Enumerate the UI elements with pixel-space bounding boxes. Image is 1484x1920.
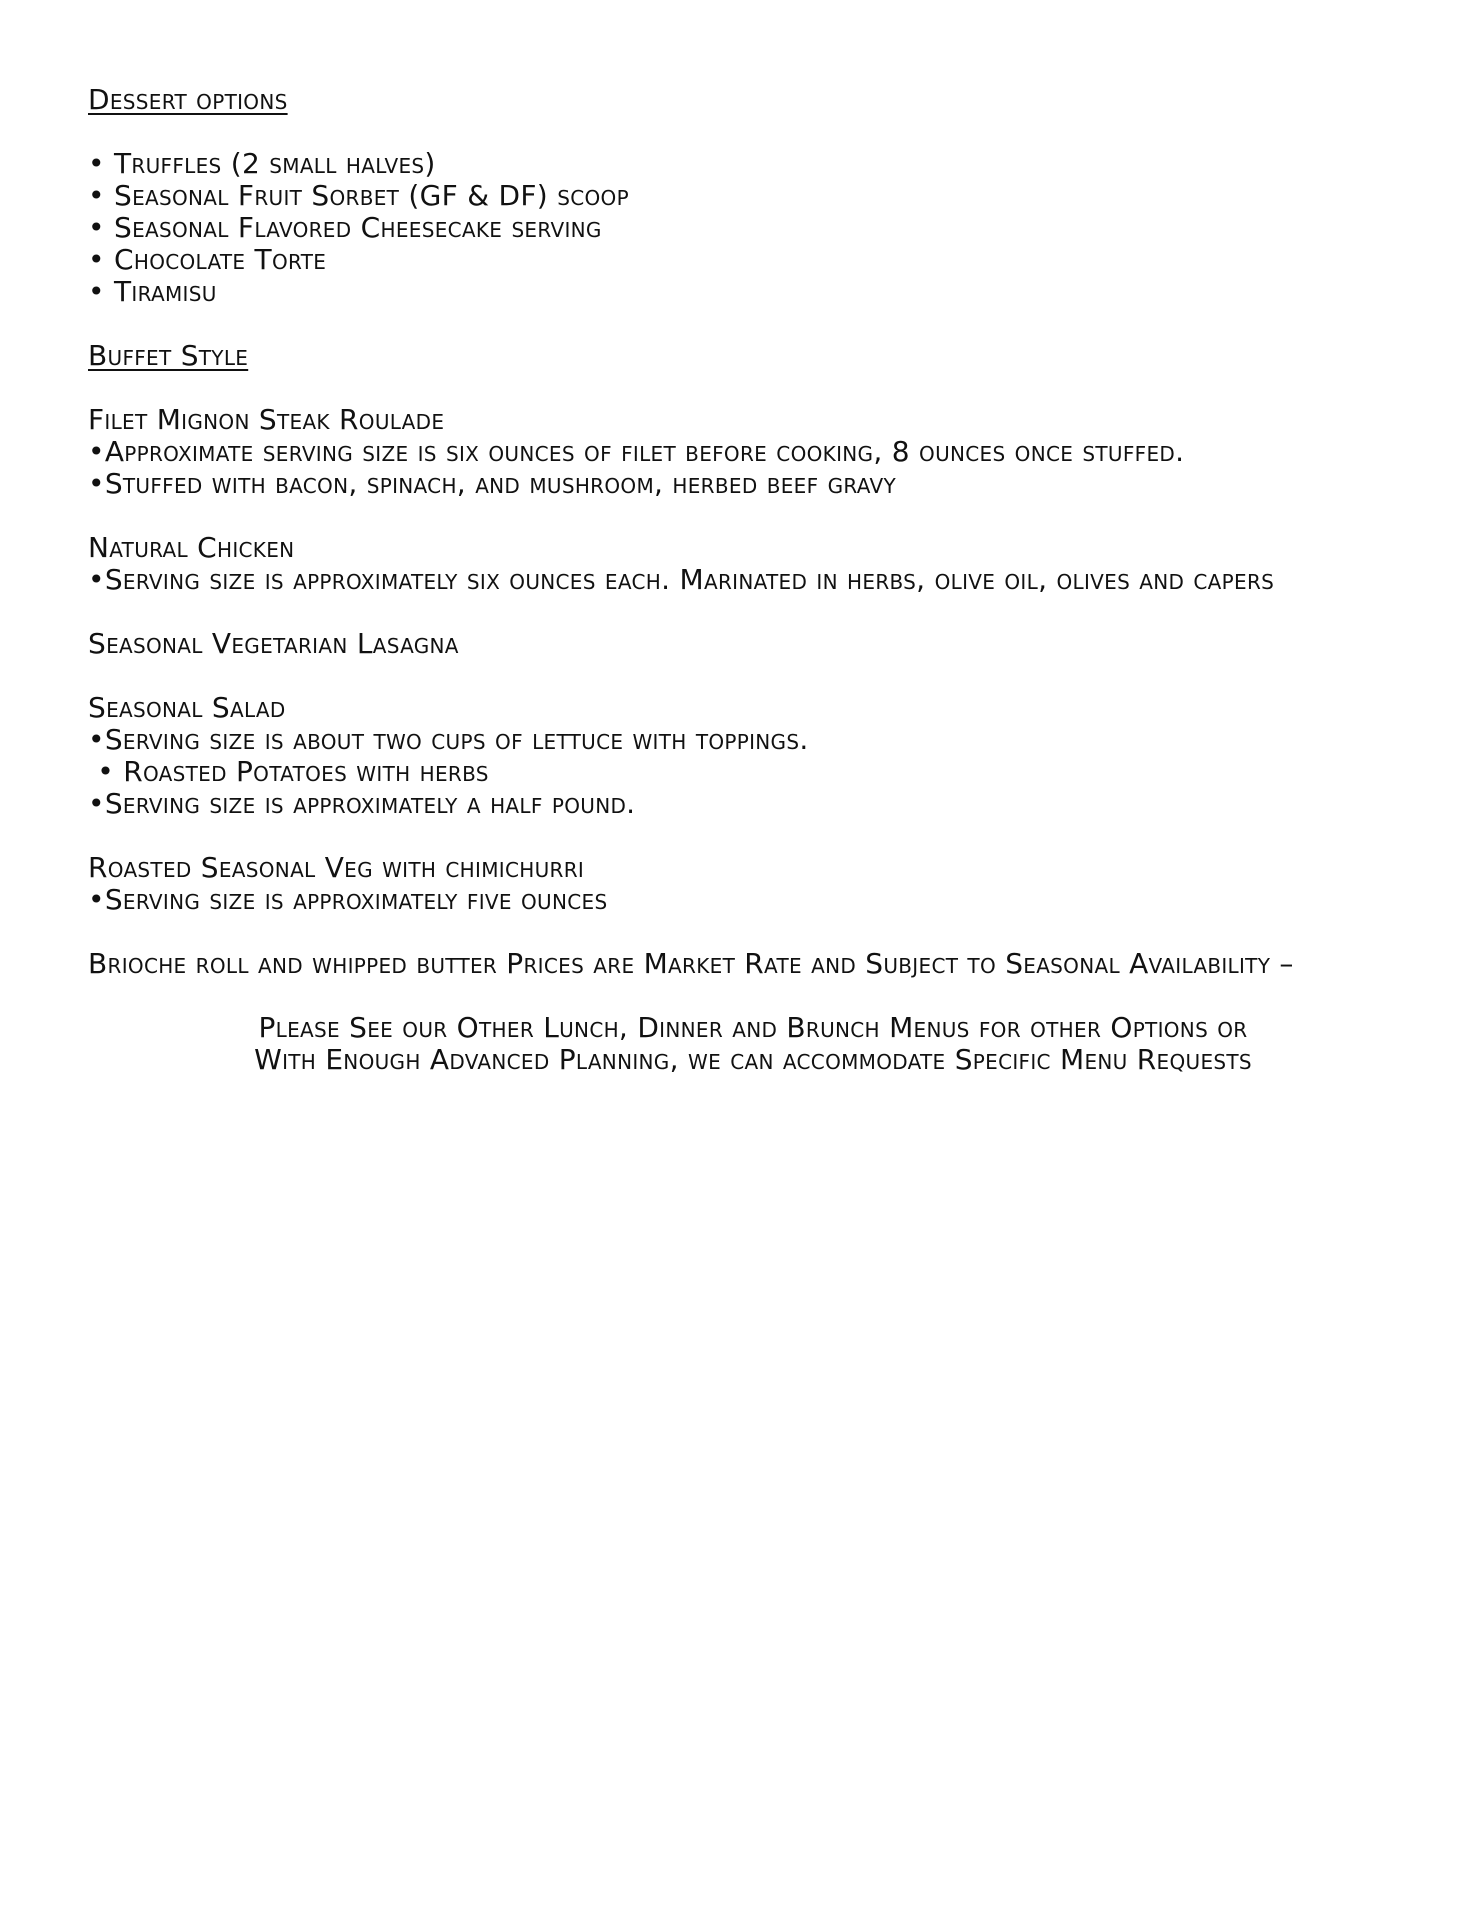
closing-line: Please See our Other Lunch, Dinner and Brunch Menus for other Options or (258, 1011, 1248, 1044)
spacer (88, 116, 1418, 148)
filet-detail: •Stuffed with bacon, spinach, and mushroom, herbed beef gravy (88, 467, 897, 500)
potatoes-item: • Roasted Potatoes with herbs (88, 755, 489, 788)
spacer (88, 916, 1418, 948)
veg-title: Roasted Seasonal Veg with chimichurri (88, 851, 585, 884)
chicken-title: Natural Chicken (88, 531, 295, 564)
lasagna-title: Seasonal Vegetarian Lasagna (88, 627, 459, 660)
spacer (88, 820, 1418, 852)
dessert-heading: Dessert options (88, 83, 288, 116)
spacer (88, 372, 1418, 404)
dessert-item: • Truffles (2 small halves) (88, 147, 436, 180)
closing-line: With Enough Advanced Planning, we can accommodate Specific Menu Requests (254, 1043, 1252, 1076)
chicken-section (88, 532, 1418, 596)
filet-section (88, 404, 1418, 500)
filet-title: Filet Mignon Steak Roulade (88, 403, 445, 436)
brioche-note: Brioche roll and whipped butter Prices are Market Rate and Subject to Seasonal Availability – (88, 947, 1294, 980)
dessert-list (88, 148, 1418, 308)
salad-detail: •Serving size is about two cups of lettuce with toppings. (88, 723, 809, 756)
dessert-item: • Seasonal Flavored Cheesecake serving (88, 211, 602, 244)
spacer (88, 500, 1418, 532)
spacer (88, 596, 1418, 628)
buffet-heading: Buffet Style (88, 339, 249, 372)
chicken-detail: •Serving size is approximately six ounces each. Marinated in herbs, olive oil, olives and capers (88, 563, 1275, 596)
spacer (88, 980, 1418, 1012)
salad-section (88, 692, 1418, 820)
closing-note (88, 1012, 1418, 1076)
potatoes-detail: •Serving size is approximately a half pound. (88, 787, 636, 820)
veg-detail: •Serving size is approximately five ounces (88, 883, 608, 916)
veg-section (88, 852, 1418, 916)
filet-detail: •Approximate serving size is six ounces of filet before cooking, 8 ounces once stuffed. (88, 435, 1185, 468)
spacer (88, 308, 1418, 340)
salad-title: Seasonal Salad (88, 691, 286, 724)
dessert-item: • Tiramisu (88, 275, 217, 308)
dessert-item: • Seasonal Fruit Sorbet (GF & DF) scoop (88, 179, 629, 212)
dessert-item: • Chocolate Torte (88, 243, 327, 276)
spacer (88, 660, 1418, 692)
menu-page (88, 84, 1418, 1076)
